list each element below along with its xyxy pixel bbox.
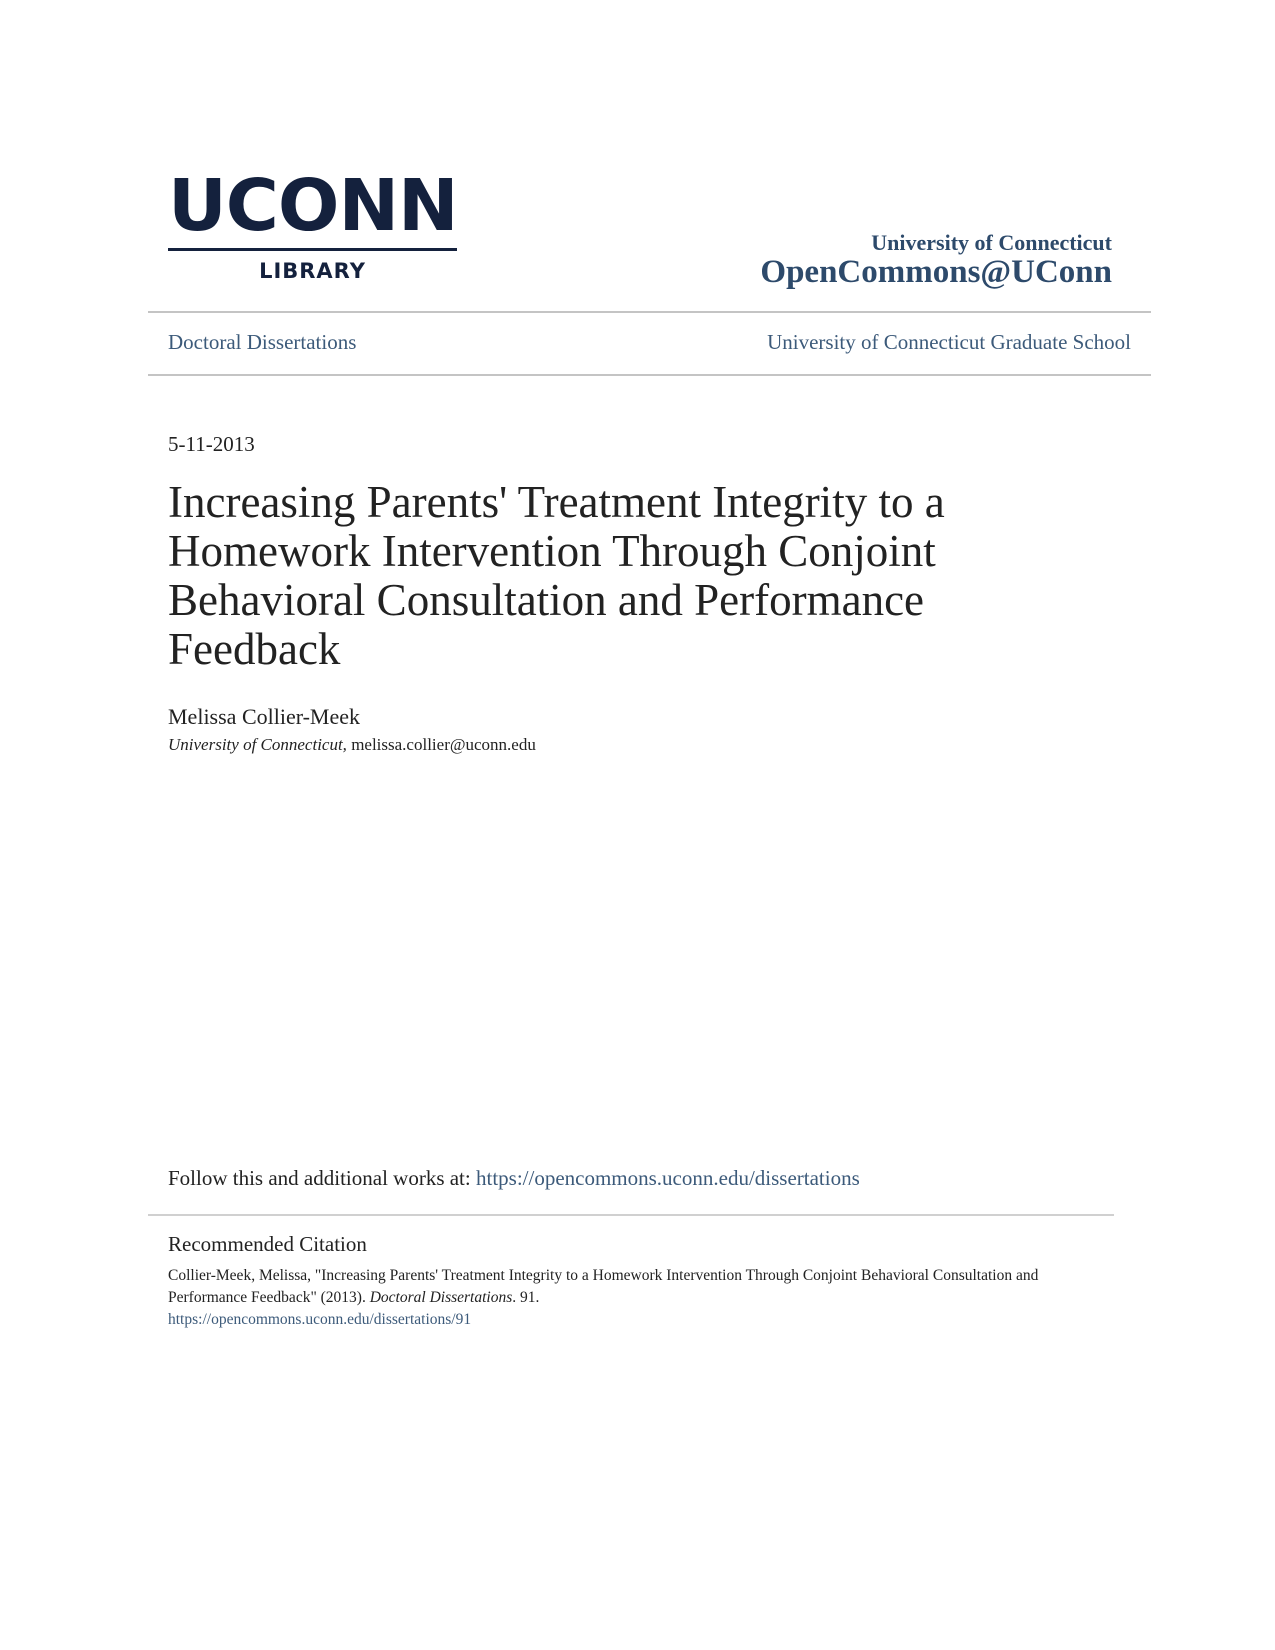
graduate-school-link[interactable]: University of Connecticut Graduate School xyxy=(767,330,1131,354)
citation-link[interactable]: https://opencommons.uconn.edu/dissertations/91 xyxy=(168,1311,472,1328)
citation-dot: . xyxy=(512,1289,517,1306)
document-title: Increasing Parents' Treatment Integrity to a Homework Intervention Through Conjoint Behavioral Consultation and Performance Feedback xyxy=(168,477,945,674)
logo-rule xyxy=(168,248,457,251)
publication-date: 5-11-2013 xyxy=(168,432,255,456)
citation-block xyxy=(168,1265,1068,1331)
repository-university: University of Connecticut xyxy=(871,230,1112,255)
uconn-library-logo xyxy=(168,164,458,288)
follow-link[interactable]: https://opencommons.uconn.edu/dissertations xyxy=(475,1166,860,1190)
follow-line xyxy=(168,1166,860,1191)
collection-link[interactable]: Doctoral Dissertations xyxy=(168,330,357,354)
citation-number: 91. xyxy=(520,1289,540,1306)
author-email[interactable]: melissa.collier@uconn.edu xyxy=(351,735,536,754)
affiliation-name: University of Connecticut, xyxy=(168,735,347,754)
citation-series: Doctoral Dissertations xyxy=(369,1289,513,1306)
follow-text: Follow this and additional works at: xyxy=(168,1166,471,1190)
author-name: Melissa Collier-Meek xyxy=(168,704,361,729)
logo-wordmark: UCONN xyxy=(168,164,458,247)
repository-name[interactable]: OpenCommons@UConn xyxy=(760,254,1112,290)
citation-text: Collier-Meek, Melissa, "Increasing Parents' Treatment Integrity to a Homework Intervention Through Conjoint Behavioral Consultation and Performance Feedback" (2013). xyxy=(168,1267,1039,1306)
logo-subtitle: LIBRARY xyxy=(259,259,366,283)
citation-heading: Recommended Citation xyxy=(168,1232,367,1256)
citation-divider xyxy=(148,1214,1114,1216)
header-divider-top xyxy=(148,311,1151,313)
header-divider-bottom xyxy=(148,374,1151,376)
author-affiliation xyxy=(168,735,536,755)
